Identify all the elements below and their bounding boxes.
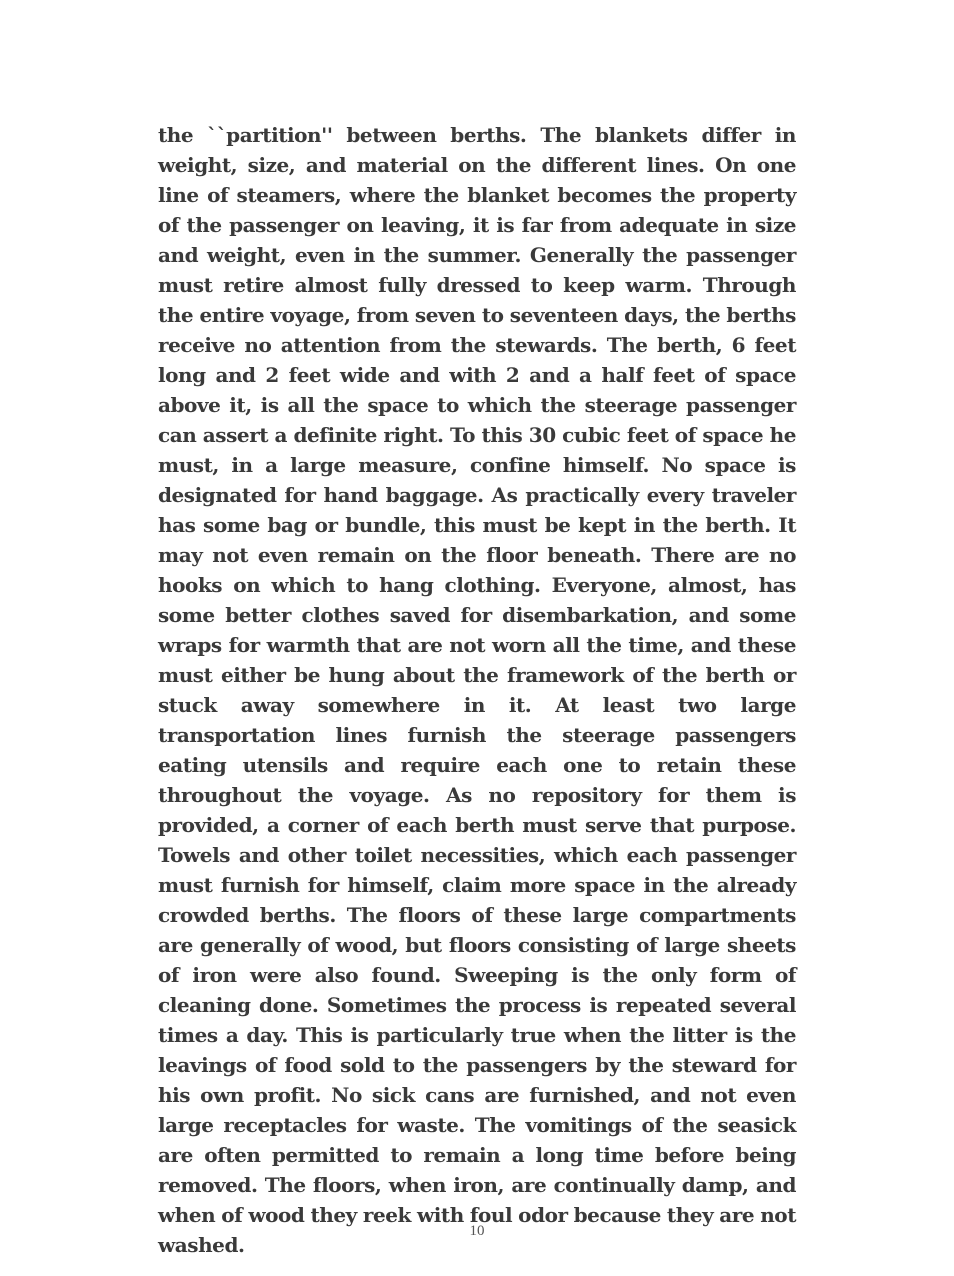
page-number: 10 — [469, 1223, 485, 1239]
body-paragraph: the ``partition'' between berths. The blankets differ in weight, size, and material on the different lines. On one line of steamers, where the blanket becomes the property of the passenger on leaving, it is far from adequate in size and weight, even in the summer. Generally the passenger must retire almost fully dressed to keep warm. Through the entire voyage, from seven to seventeen days, the berths receive no attention from the stewards. The berth, 6 feet long and 2 feet wide and with 2 and a half feet of space above it, is all the space to which the steerage passenger can assert a definite right. To this 30 cubic feet of space he must, in a large measure, confine himself. No space is designated for hand baggage. As practically every traveler has some bag or bundle, this must be kept in the berth. It may not even remain on the floor beneath. There are no hooks on which to hang clothing. Everyone, almost, has some better clothes saved for disembarkation, and some wraps for warmth that are not worn all the time, and these must either be hung about the framework of the berth or stuck away somewhere in it. At least two large transportation lines furnish the steerage passengers eating utensils and require each one to retain these throughout the voyage. As no repository for them is provided, a corner of each berth must serve that purpose. Towels and other toilet necessities, which each passenger must furnish for himself, claim more space in the already crowded berths. The floors of these large compartments are generally of wood, but floors consisting of large sheets of iron were also found. Sweeping is the only form of cleaning done. Sometimes the process is repeated several times a day. This is particularly true when the litter is the leavings of food sold to the passengers by the steward for his own profit. No sick cans are furnished, and not even large receptacles for waste. The vomitings of the seasick are often permitted to remain a long time before being removed. The floors, when iron, are continually damp, and when of wood they reek with foul odor because they are not washed. — [158, 123, 796, 1257]
